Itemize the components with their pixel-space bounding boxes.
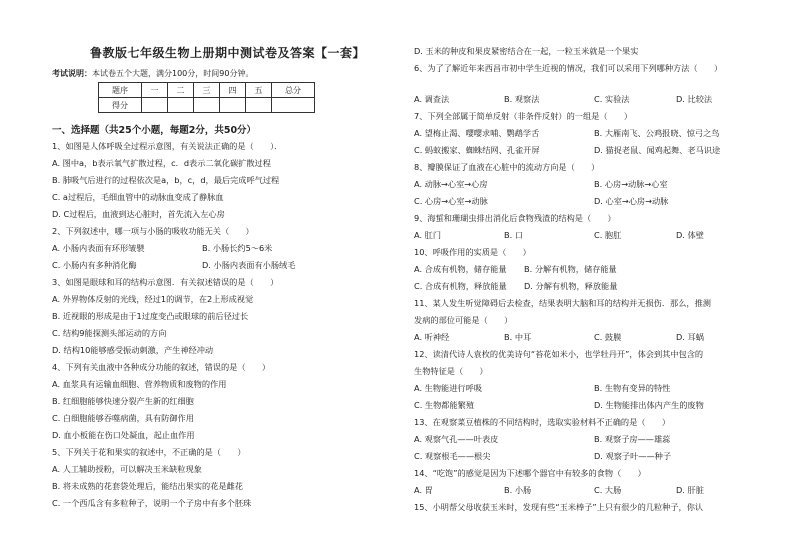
option-item: D. 观察子叶——种子 <box>594 451 672 461</box>
option-line: A. 血浆具有运输血细胞、营养物质和废物的作用 <box>52 379 227 389</box>
exam-note <box>52 68 253 79</box>
score-table-score-row <box>99 98 315 113</box>
option-item: C. 观察根毛——根尖 <box>414 451 491 461</box>
option-item: B. 观察子房——雄蕊 <box>594 434 671 444</box>
section-heading: 一、选择题（共25个小题，每题2分，共50分） <box>52 125 257 136</box>
option-item: A. 调查法 <box>414 94 450 104</box>
score-input-cell[interactable] <box>194 98 220 113</box>
option-line: A. 图中a，b表示氧气扩散过程，c．d表示二氧化碳扩散过程 <box>52 158 271 168</box>
option-item: A. 胃 <box>414 485 433 495</box>
question-line: 5、下列关于花和果实的叙述中，不正确的是（ ） <box>52 447 246 457</box>
option-item: B. 分解有机物，储存能量 <box>524 264 617 274</box>
option-line: D. 血小板能在伤口处凝血，起止血作用 <box>52 430 195 440</box>
option-line: B. 近视眼的形成是由于1过度变凸或眼球的前后径过长 <box>52 311 249 321</box>
option-line: C. 小肠内有多种消化酶 <box>52 260 137 270</box>
option-item: B. 大雁南飞、公鸡报晓、惊弓之鸟 <box>594 128 720 138</box>
question-line: 10、呼吸作用的实质是（ ） <box>414 247 531 257</box>
option-line: C. 结构9能探测头部运动的方向 <box>52 328 167 338</box>
option-item: B. 生物有变异的特性 <box>594 383 671 393</box>
option-item: D. 分解有机物，释放能量 <box>524 281 618 291</box>
option-item: A. 望梅止渴、嘤嘤求哺、鹦鹉学舌 <box>414 128 540 138</box>
question-line: 3、如图是眼球和耳的结构示意图．有关叙述错误的是（ ） <box>52 277 279 287</box>
score-input-cell[interactable] <box>220 98 246 113</box>
option-item: A. 合成有机物，储存能量 <box>414 264 507 274</box>
option-item: C. 合成有机物，释放能量 <box>414 281 507 291</box>
score-cell: 五 <box>246 83 272 98</box>
option-line: C. 白细胞能够吞噬病菌，具有防御作用 <box>52 413 194 423</box>
question-line: 发病的部位可能是（ ） <box>414 315 513 325</box>
option-item: D. 生物能排出体内产生的废物 <box>594 400 704 410</box>
option-line: D. 小肠内表面有小肠绒毛 <box>202 260 296 270</box>
option-line: B. 将未成熟的花套袋处理后，能结出果实的花是雌花 <box>52 481 243 491</box>
score-cell: 三 <box>194 83 220 98</box>
option-line: B. 小肠长约5～6米 <box>202 243 273 253</box>
score-cell: 二 <box>168 83 194 98</box>
question-line: 7、下列全部属于简单反射（非条件反射）的一组是（ ） <box>414 111 633 121</box>
question-line: 2、下列叙述中，哪一项与小肠的吸收功能无关（ ） <box>52 226 254 236</box>
option-line: C. a过程后，毛细血管中的动脉血变成了静脉血 <box>52 192 224 202</box>
option-item: B. 观察法 <box>504 94 540 104</box>
score-input-cell[interactable] <box>142 98 168 113</box>
score-table <box>98 82 315 113</box>
option-line: B. 肺吸气后进行的过程依次是a，b，c，d，最后完成呼气过程 <box>52 175 280 185</box>
question-line: 11、某人发生听觉障碍后去检查，结果表明大脑和耳的结构并无损伤．那么，推测 <box>414 298 711 308</box>
option-line: A. 人工辅助授粉，可以解决玉米缺粒现象 <box>52 464 202 474</box>
option-item: C. 心房→心室→动脉 <box>414 196 488 206</box>
option-item: C. 胞肛 <box>594 230 622 240</box>
exam-note-label: 考试说明： <box>52 69 92 78</box>
exam-title: 鲁教版七年级生物上册期中测试卷及答案【一套】 <box>90 46 366 60</box>
exam-note-text: 本试卷五个大题，满分100分，时间90分钟。 <box>92 69 254 78</box>
option-line: D. 结构10能够感受振动刺激，产生神经冲动 <box>52 345 214 355</box>
question-line: 14、“吃饱”的感觉是因为下述哪个器官中有较多的食物（ ） <box>414 468 646 478</box>
score-cell: 总分 <box>272 83 315 98</box>
option-item: C. 实验法 <box>594 94 630 104</box>
option-item: C. 鼓膜 <box>594 332 622 342</box>
option-line: D. 玉米的种皮和果皮紧密结合在一起，一粒玉米就是一个果实 <box>414 46 639 56</box>
option-line: A. 小肠内表面有环形皱襞 <box>52 243 145 253</box>
question-line: 6、为了了解近年来西昌市初中学生近视的情况，我们可以采用下列哪种方法（ ） <box>414 63 723 73</box>
score-input-cell[interactable] <box>246 98 272 113</box>
option-line: A. 外界物体反射的光线，经过1的调节，在2上形成视觉 <box>52 294 254 304</box>
option-item: C. 蚂蚁搬家、蜘蛛结网、孔雀开屏 <box>414 145 540 155</box>
option-item: A. 肛门 <box>414 230 442 240</box>
question-line: 1、如图是人体呼吸全过程示意图，有关说法正确的是（ ）． <box>52 141 283 151</box>
option-item: A. 动脉→心室→心房 <box>414 179 488 189</box>
option-item: D. 体壁 <box>676 230 704 240</box>
option-item: D. 比较法 <box>676 94 713 104</box>
score-input-cell[interactable] <box>272 98 315 113</box>
option-item: D. 肝脏 <box>676 485 704 495</box>
option-item: C. 生物都能繁殖 <box>414 400 475 410</box>
score-cell: 四 <box>220 83 246 98</box>
score-table-header-row <box>99 83 315 98</box>
option-item: A. 听神经 <box>414 332 450 342</box>
question-line: 生物特征是（ ） <box>414 366 488 376</box>
option-line: D. C过程后，血液到达心脏时，首先流入左心房 <box>52 209 225 219</box>
option-line: C. 一个西瓜含有多粒种子，说明一个子房中有多个胚珠 <box>52 498 252 508</box>
question-line: 9、海蜇和珊瑚虫排出消化后食物残渣的结构是（ ） <box>414 213 616 223</box>
option-item: B. 小肠 <box>504 485 532 495</box>
score-cell: 一 <box>142 83 168 98</box>
question-line: 8、瓣膜保证了血液在心脏中的流动方向是（ ） <box>414 162 600 172</box>
option-item: D. 猫捉老鼠、闻鸡起舞、老马识途 <box>594 145 721 155</box>
question-line: 12、读清代诗人袁枚的优美诗句“苔花如米小，也学牡丹开”，体会到其中包含的 <box>414 349 704 359</box>
option-line: B. 红细胞能够快速分裂产生新的红细胞 <box>52 396 194 406</box>
question-line: 15、小明帮父母收获玉米时，发现有些“玉米棒子”上只有很少的几粒种子，你认 <box>414 502 704 512</box>
option-item: D. 心室→心房→动脉 <box>594 196 669 206</box>
option-item: B. 心房→动脉→心室 <box>594 179 668 189</box>
option-item: B. 口 <box>504 230 524 240</box>
question-line: 13、在观察菜豆植株的不同结构时，选取实验材料不正确的是（ ） <box>414 417 671 427</box>
option-item: C. 大肠 <box>594 485 622 495</box>
option-item: A. 观察气孔——叶表皮 <box>414 434 499 444</box>
score-input-cell[interactable] <box>168 98 194 113</box>
option-item: D. 耳蜗 <box>676 332 704 342</box>
score-cell: 得分 <box>99 98 142 113</box>
option-item: A. 生物能进行呼吸 <box>414 383 482 393</box>
option-item: B. 中耳 <box>504 332 532 342</box>
question-line: 4、下列有关血液中各种成分功能的叙述，错误的是（ ） <box>52 362 271 372</box>
score-cell: 题序 <box>99 83 142 98</box>
